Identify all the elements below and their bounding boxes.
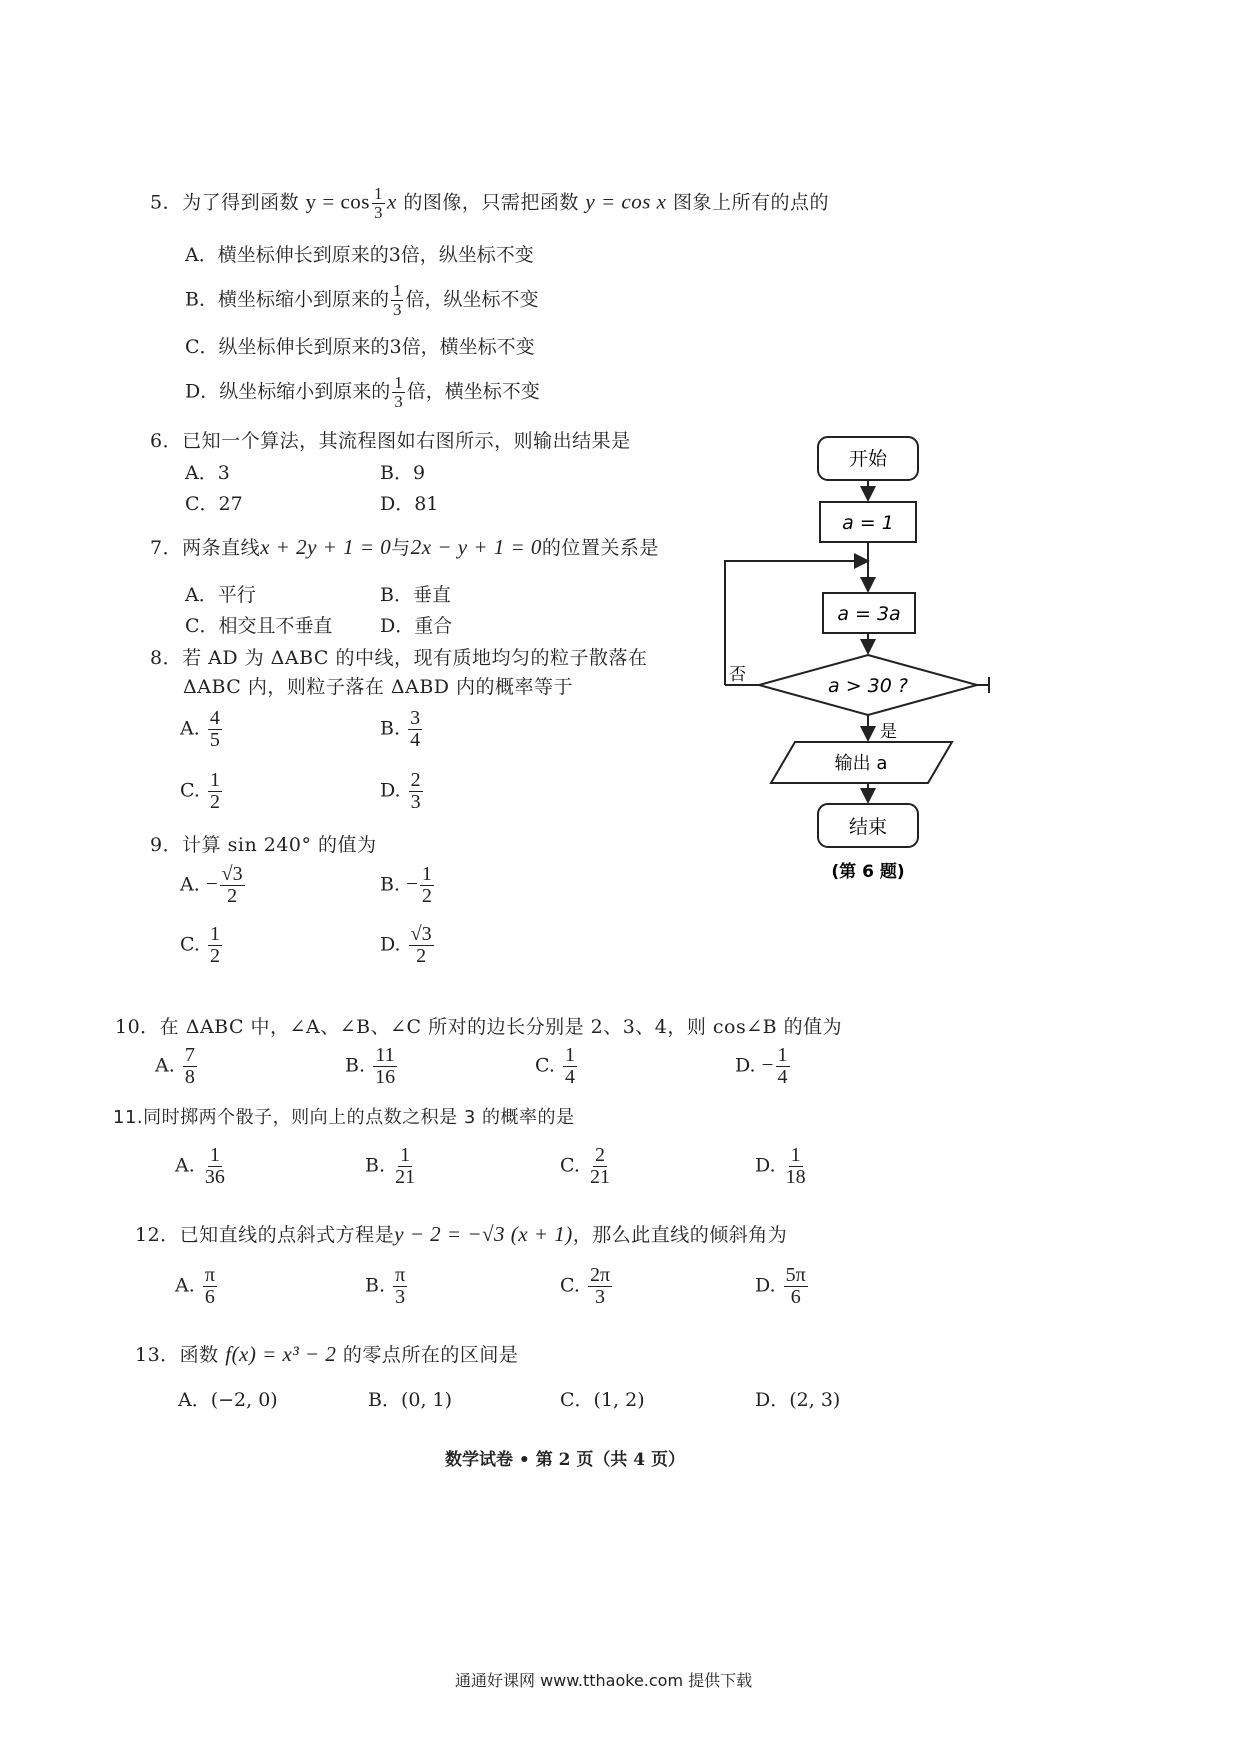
q6-stem: 6．已知一个算法，其流程图如右图所示，则输出结果是 bbox=[150, 430, 631, 452]
flow-start-label: 开始 bbox=[848, 448, 888, 470]
q9-option-b: B. − $\frac{1}{2}$ bbox=[380, 863, 432, 907]
q13-option-b: B．(0, 1) bbox=[368, 1389, 453, 1411]
q8-option-a: A. $\frac{4}{5}$ bbox=[180, 707, 220, 751]
flow-no-label: 否 bbox=[729, 665, 746, 685]
q12-option-a: A. $\frac{\pi}{6}$ bbox=[175, 1264, 215, 1308]
flow-step-label: a = 3a bbox=[837, 603, 901, 625]
flow-end-label: 结束 bbox=[848, 816, 888, 838]
q11-stem: 11.同时掷两个骰子，则向上的点数之积是 3 的概率的是 bbox=[113, 1107, 575, 1128]
q6-option-b: B．9 bbox=[380, 462, 426, 484]
flow-yes-label: 是 bbox=[880, 722, 897, 742]
q9-option-d: D. $\frac{√3}{2}$ bbox=[380, 923, 432, 967]
q8-stem-line2: ΔABC 内，则粒子落在 ΔABD 内的概率等于 bbox=[183, 676, 574, 698]
q11-option-c: C. $\frac{2}{21}$ bbox=[560, 1144, 610, 1188]
q5-stem: 5．为了得到函数 y = cos $\frac{1}{3}$ x 的图像，只需把函数 y = cos x 图象上所有的点的 bbox=[150, 184, 830, 222]
q5-option-c: C．纵坐标伸长到原来的3倍，横坐标不变 bbox=[185, 336, 535, 358]
q11-option-b: B. $\frac{1}{21}$ bbox=[365, 1144, 416, 1188]
q13-stem: 13．函数 f(x) = x³ − 2 的零点所在的区间是 bbox=[135, 1342, 519, 1366]
q10-stem: 10．在 ΔABC 中，∠A、∠B、∠C 所对的边长分别是 2、3、4，则 cos∠B 的值为 bbox=[115, 1016, 843, 1038]
site-footer: 通通好课网 www.tthaoke.com 提供下载 bbox=[455, 1671, 753, 1690]
q7-option-d: D．重合 bbox=[380, 615, 453, 637]
q6-option-a: A．3 bbox=[185, 462, 230, 484]
q12-option-d: D. $\frac{5\pi}{6}$ bbox=[755, 1264, 806, 1308]
flow-caption: (第 6 题) bbox=[831, 862, 905, 882]
q13-option-a: A．(−2, 0) bbox=[178, 1389, 278, 1411]
q12-option-b: B. $\frac{\pi}{3}$ bbox=[365, 1264, 406, 1308]
q7-stem: 7．两条直线x + 2y + 1 = 0与2x − y + 1 = 0的位置关系是 bbox=[150, 535, 659, 559]
flow-output-label: 输出 a bbox=[834, 753, 888, 774]
q9-stem: 9．计算 sin 240° 的值为 bbox=[150, 834, 377, 856]
q13-option-d: D．(2, 3) bbox=[755, 1389, 841, 1411]
q5-option-b: B．横坐标缩小到原来的 $\frac{1}{3}$ 倍，纵坐标不变 bbox=[185, 281, 539, 319]
flowchart-q6 bbox=[715, 425, 1005, 900]
q7-option-a: A．平行 bbox=[185, 584, 256, 606]
q5-option-a: A．横坐标伸长到原来的3倍，纵坐标不变 bbox=[185, 244, 534, 266]
q6-option-d: D．81 bbox=[380, 493, 439, 515]
q8-option-d: D. $\frac{2}{3}$ bbox=[380, 769, 421, 813]
q12-stem: 12．已知直线的点斜式方程是y − 2 = −√3 (x + 1)，那么此直线的倾斜角为 bbox=[135, 1222, 788, 1246]
q10-option-d: D. − $\frac{1}{4}$ bbox=[735, 1044, 788, 1088]
q13-option-c: C．(1, 2) bbox=[560, 1389, 645, 1411]
q9-option-a: A. − $\frac{√3}{2}$ bbox=[180, 863, 243, 907]
q11-option-d: D. $\frac{1}{18}$ bbox=[755, 1144, 806, 1188]
page-footer: 数学试卷 • 第 2 页（共 4 页） bbox=[445, 1450, 686, 1470]
q10-option-b: B. $\frac{11}{16}$ bbox=[345, 1044, 396, 1088]
q9-option-c: C. $\frac{1}{2}$ bbox=[180, 923, 220, 967]
q7-option-c: C．相交且不垂直 bbox=[185, 615, 333, 637]
q5-option-d: D．纵坐标缩小到原来的 $\frac{1}{3}$ 倍，横坐标不变 bbox=[185, 373, 540, 411]
q11-option-a: A. $\frac{1}{36}$ bbox=[175, 1144, 225, 1188]
q10-option-a: A. $\frac{7}{8}$ bbox=[155, 1044, 195, 1088]
q6-option-c: C．27 bbox=[185, 493, 243, 515]
q12-option-c: C. $\frac{2\pi}{3}$ bbox=[560, 1264, 611, 1308]
q7-option-b: B．垂直 bbox=[380, 584, 451, 606]
q10-option-c: C. $\frac{1}{4}$ bbox=[535, 1044, 575, 1088]
q8-stem-line1: 8．若 AD 为 ΔABC 的中线，现有质地均匀的粒子散落在 bbox=[150, 647, 648, 669]
q8-option-c: C. $\frac{1}{2}$ bbox=[180, 769, 220, 813]
q8-option-b: B. $\frac{3}{4}$ bbox=[380, 707, 421, 751]
flow-init-label: a = 1 bbox=[842, 512, 894, 534]
flow-condition-label: a > 30 ? bbox=[828, 675, 908, 697]
